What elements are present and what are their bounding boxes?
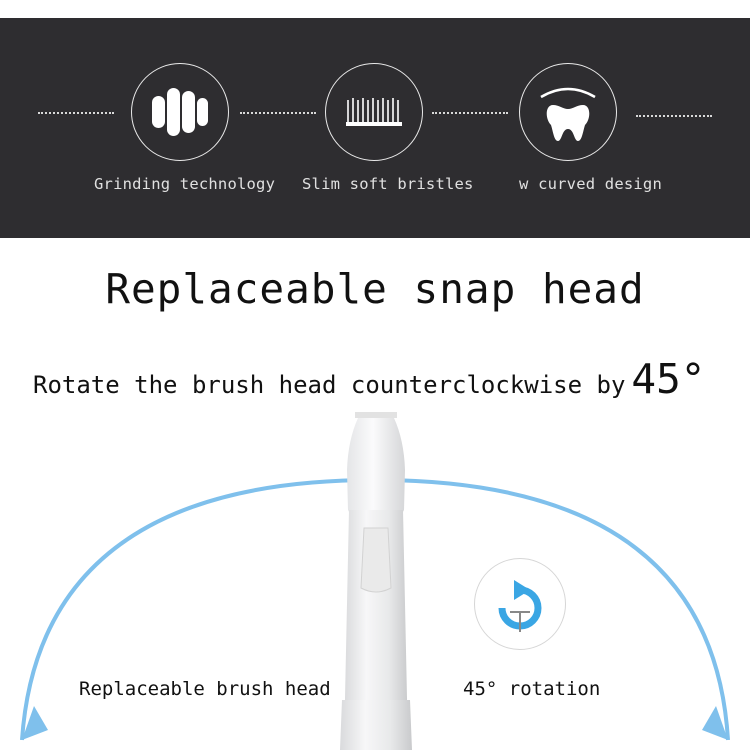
dotted-divider <box>240 112 316 114</box>
rotation-icon-circle <box>474 558 566 650</box>
dotted-divider <box>432 112 508 114</box>
bristles-feature-circle <box>325 63 423 161</box>
rotation-label: 45° rotation <box>463 678 601 700</box>
brush-head-label: Replaceable brush head <box>79 678 331 700</box>
brush-handle <box>340 700 412 750</box>
page-title: Replaceable snap head <box>105 265 645 313</box>
grinding-icon <box>150 86 210 138</box>
feature-label-bristles: Slim soft bristles <box>302 175 474 193</box>
tooth-feature-circle <box>519 63 617 161</box>
instruction-angle: 45° <box>631 355 706 403</box>
brush-head <box>347 418 405 524</box>
feature-label-curved: w curved design <box>519 175 662 193</box>
bristles-icon <box>345 94 403 130</box>
brush-bristle-top <box>355 412 397 418</box>
instruction-text: Rotate the brush head counterclockwise by <box>33 371 626 399</box>
feature-label-grinding: Grinding technology <box>94 175 276 193</box>
rotation-instruction <box>33 355 705 403</box>
features-banner <box>0 18 750 238</box>
grinding-feature-circle <box>131 63 229 161</box>
dotted-divider <box>636 115 712 117</box>
dotted-divider <box>38 112 114 114</box>
top-strip <box>0 0 750 18</box>
tooth-icon <box>535 79 601 145</box>
rotate-arrow-icon <box>488 572 552 636</box>
brush-neck-ridge <box>361 528 391 592</box>
